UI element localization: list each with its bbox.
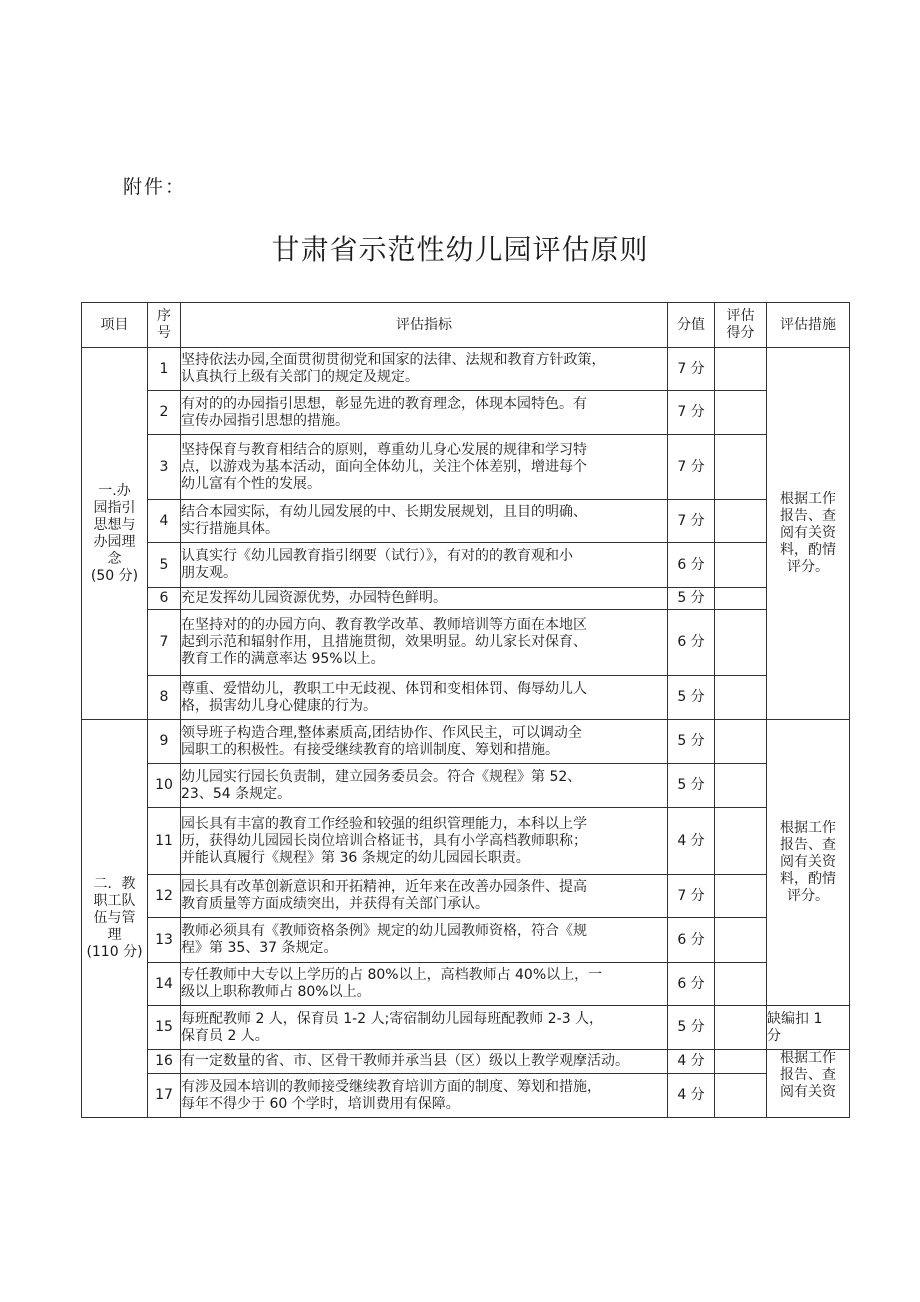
table-row [82, 500, 850, 543]
indicator-line: 在坚持对的的办园方向、教育教学改革、教师培训等方面在本地区 [181, 617, 587, 633]
indicator-line: 园长具有丰富的教育工作经验和较强的组织管理能力，本科以上学 [181, 815, 587, 832]
indicator-line: 结合本园实际，有幼儿园发展的中、长期发展规划，且目的明确、 [181, 504, 587, 520]
table-row [82, 875, 850, 918]
table-row [82, 676, 850, 720]
indicator-cell [181, 764, 668, 808]
indicator-line: 认真实行《幼儿园教育指引纲要（试行）》，有对的的教育观和小 [181, 548, 573, 564]
indicator-line: 宣传办园指引思想的措施。 [181, 412, 349, 429]
measure-line: 根据工作 [780, 491, 836, 507]
measure-line: 报告、查 [780, 1067, 836, 1083]
category-line: 思想与 [93, 516, 136, 533]
header-indicator: 评估指标 [181, 303, 668, 348]
evaluation-score-cell [715, 875, 767, 918]
score-cell: 6 分 [668, 610, 715, 676]
evaluation-score-cell [715, 500, 767, 543]
measure-line: 阅有关资 [780, 525, 836, 541]
category-cell [82, 348, 148, 720]
table-row [82, 918, 850, 963]
indicator-line: 教育质量等方面成绩突出，并获得有关部门承认。 [181, 896, 489, 912]
category-line: (110 分) [86, 944, 143, 960]
indicator-line: 坚持依法办园,全面贯彻贯彻党和国家的法律、法规和教育方针政策， [181, 352, 606, 368]
score-cell: 7 分 [668, 348, 715, 391]
indicator-cell [181, 610, 668, 676]
row-number: 10 [148, 764, 181, 808]
row-number: 12 [148, 875, 181, 918]
measure-line: 评分。 [787, 888, 829, 904]
table-row [82, 348, 850, 391]
row-number: 13 [148, 918, 181, 963]
row-number: 5 [148, 543, 181, 588]
header-seq [148, 303, 181, 348]
header-seq-line: 号 [157, 325, 171, 341]
evaluation-score-cell [715, 918, 767, 963]
score-cell: 5 分 [668, 588, 715, 610]
score-cell: 5 分 [668, 720, 715, 764]
indicator-line: 幼儿园实行园长负责制，建立园务委员会。符合《规程》第 52、 [181, 768, 582, 785]
header-project: 项目 [82, 303, 148, 348]
indicator-line: 格，损害幼儿身心健康的行为。 [181, 697, 377, 714]
indicator-cell [181, 875, 668, 918]
indicator-line: 园职工的积极性。有接受继续教育的培训制度、筹划和措施。 [181, 741, 559, 758]
table-row [82, 764, 850, 808]
score-cell: 4 分 [668, 1050, 715, 1074]
row-number: 11 [148, 808, 181, 875]
indicator-line: 每年不得少于 60 个学时，培训费用有保障。 [181, 1095, 460, 1112]
evaluation-score-cell [715, 348, 767, 391]
evaluation-score-cell [715, 588, 767, 610]
row-number: 17 [148, 1074, 181, 1118]
evaluation-table [81, 302, 850, 1118]
indicator-cell [181, 391, 668, 435]
table-row [82, 543, 850, 588]
header-seq-line: 序 [157, 308, 171, 324]
row-number: 6 [148, 588, 181, 610]
indicator-line: 级以上职称教师占 80%以上。 [181, 984, 371, 1000]
document-title: 甘肃省示范性幼儿园评估原则 [271, 233, 649, 266]
indicator-cell [181, 588, 668, 610]
indicator-cell [181, 676, 668, 720]
indicator-cell [181, 963, 668, 1006]
score-cell: 6 分 [668, 918, 715, 963]
score-cell: 4 分 [668, 808, 715, 875]
evaluation-score-cell [715, 1050, 767, 1074]
score-cell: 7 分 [668, 435, 715, 500]
indicator-cell [181, 808, 668, 875]
indicator-cell [181, 720, 668, 764]
category-line: 职工队 [93, 893, 136, 909]
category-line: 办园理 [93, 533, 136, 550]
table-row [82, 1074, 850, 1118]
evaluation-score-cell [715, 808, 767, 875]
indicator-cell [181, 1050, 668, 1074]
table-row [82, 1006, 850, 1050]
score-cell: 7 分 [668, 500, 715, 543]
indicator-cell [181, 500, 668, 543]
indicator-line: 充足发挥幼儿园资源优势，办园特色鲜明。 [181, 590, 447, 606]
measure-cell [767, 348, 850, 720]
header-eval-line: 评估 [726, 308, 755, 324]
measure-line: 报告、查 [780, 508, 836, 524]
measure-line: 阅有关资 [780, 1084, 836, 1100]
score-cell: 4 分 [668, 1074, 715, 1118]
category-line: 理 [107, 927, 122, 943]
evaluation-score-cell [715, 543, 767, 588]
evaluation-score-cell [715, 676, 767, 720]
indicator-cell [181, 1074, 668, 1118]
measure-line: 阅有关资 [780, 854, 836, 870]
evaluation-score-cell [715, 764, 767, 808]
category-line: 二．教 [93, 876, 136, 892]
row-number: 15 [148, 1006, 181, 1050]
row-number: 2 [148, 391, 181, 435]
indicator-line: 历，获得幼儿园园长岗位培训合格证书，具有小学高档教师职称； [181, 832, 587, 849]
measure-line: 根据工作 [780, 1050, 836, 1066]
indicator-line: 每班配教师 2 人，保育员 1-2 人;寄宿制幼儿园每班配教师 2-3 人， [181, 1010, 604, 1027]
category-line: 念 [107, 550, 122, 567]
score-cell: 5 分 [668, 764, 715, 808]
indicator-line: 幼儿富有个性的发展。 [181, 475, 321, 492]
score-cell: 6 分 [668, 963, 715, 1006]
indicator-line: 领导班子构造合理,整体素质高,团结协作、作风民主，可以调动全 [181, 724, 582, 741]
category-line: (50 分) [90, 567, 139, 584]
indicator-cell [181, 918, 668, 963]
category-line: 伍与管 [93, 910, 136, 926]
score-cell: 7 分 [668, 391, 715, 435]
header-score: 分值 [668, 303, 715, 348]
table-row [82, 963, 850, 1006]
table-row [82, 391, 850, 435]
header-measure: 评估措施 [767, 303, 850, 348]
indicator-line: 园长具有改革创新意识和开拓精神，近年来在改善办园条件、提高 [181, 879, 587, 895]
evaluation-score-cell [715, 610, 767, 676]
attachment-label: 附件： [123, 176, 187, 198]
measure-cell [767, 720, 850, 1006]
evaluation-score-cell [715, 963, 767, 1006]
evaluation-score-cell [715, 435, 767, 500]
score-cell: 6 分 [668, 543, 715, 588]
header-row [82, 303, 850, 348]
indicator-cell [181, 435, 668, 500]
indicator-line: 尊重、爱惜幼儿，教职工中无歧视、体罚和变相体罚、侮辱幼儿人 [181, 680, 587, 697]
indicator-line: 教育工作的满意率达 95%以上。 [181, 651, 385, 667]
measure-line: 根据工作 [780, 820, 836, 836]
indicator-line: 有涉及园本培训的教师接受继续教育培训方面的制度、筹划和措施， [181, 1078, 601, 1095]
indicator-line: 有一定数量的省、市、区骨干教师并承当县（区）级以上教学观摩活动。 [181, 1053, 629, 1069]
indicator-line: 认真执行上级有关部门的规定及规定。 [181, 369, 419, 385]
indicator-cell [181, 543, 668, 588]
indicator-line: 教师必须具有《教师资格条例》规定的幼儿园教师资格，符合《规 [181, 923, 587, 939]
indicator-line: 程》第 35、37 条规定。 [181, 940, 338, 956]
evaluation-score-cell [715, 1074, 767, 1118]
table-row [82, 720, 850, 764]
row-number: 14 [148, 963, 181, 1006]
table-row [82, 808, 850, 875]
table-row [82, 588, 850, 610]
row-number: 7 [148, 610, 181, 676]
evaluation-score-cell [715, 720, 767, 764]
measure-line: 料，酌情 [780, 542, 836, 558]
indicator-line: 专任教师中大专以上学历的占 80%以上，高档教师占 40%以上，一 [181, 967, 603, 983]
indicator-line: 实行措施具体。 [181, 521, 279, 537]
indicator-line: 起到示范和辐射作用，且措施贯彻，效果明显。幼儿家长对保育、 [181, 634, 587, 650]
evaluation-score-cell [715, 391, 767, 435]
measure-line: 料，酌情 [780, 871, 836, 887]
indicator-cell [181, 1006, 668, 1050]
indicator-line: 23、54 条规定。 [181, 785, 292, 802]
score-cell: 5 分 [668, 676, 715, 720]
header-eval-score [715, 303, 767, 348]
table-row [82, 1050, 850, 1074]
table-row [82, 435, 850, 500]
row-number: 3 [148, 435, 181, 500]
row-number: 1 [148, 348, 181, 391]
category-line: 园指引 [93, 499, 136, 516]
row-number: 8 [148, 676, 181, 720]
indicator-cell [181, 348, 668, 391]
score-cell: 5 分 [668, 1006, 715, 1050]
indicator-line: 保育员 2 人。 [181, 1027, 269, 1044]
measure-line: 分 [767, 1027, 781, 1044]
measure-line: 报告、查 [780, 837, 836, 853]
measure-cell [767, 1006, 850, 1050]
header-eval-line: 得分 [726, 325, 755, 341]
row-number: 9 [148, 720, 181, 764]
indicator-line: 并能认真履行《规程》第 36 条规定的幼儿园园长职责。 [181, 849, 530, 866]
row-number: 4 [148, 500, 181, 543]
category-cell [82, 720, 148, 1118]
measure-line: 评分。 [787, 559, 829, 575]
indicator-line: 坚持保育与教育相结合的原则，尊重幼儿身心发展的规律和学习特 [181, 441, 587, 458]
indicator-line: 点，以游戏为基本活动，面向全体幼儿，关注个体差别，增进每个 [181, 458, 587, 475]
indicator-line: 有对的的办园指引思想，彰显先进的教育理念，体现本园特色。有 [181, 395, 587, 412]
measure-line: 缺编扣 1 [767, 1010, 823, 1027]
score-cell: 7 分 [668, 875, 715, 918]
evaluation-score-cell [715, 1006, 767, 1050]
table-row [82, 610, 850, 676]
category-line: 一.办 [98, 482, 131, 499]
row-number: 16 [148, 1050, 181, 1074]
indicator-line: 朋友观。 [181, 565, 237, 581]
measure-cell [767, 1050, 850, 1118]
